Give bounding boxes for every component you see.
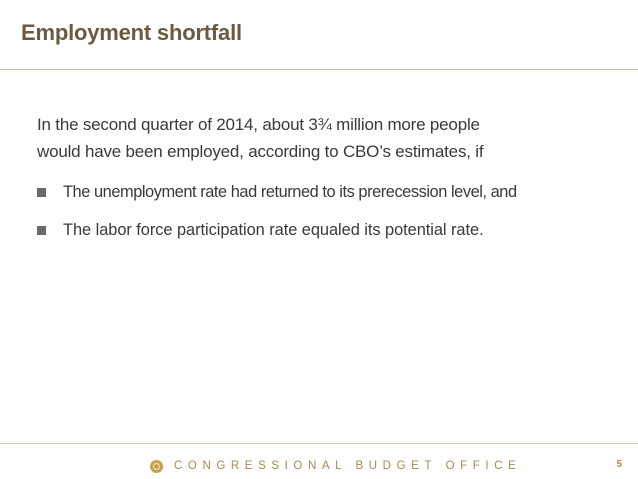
intro-line: In the second quarter of 2014, about 3¾ million more people	[37, 115, 480, 134]
agency-name: CONGRESSIONAL BUDGET OFFICE	[174, 460, 522, 472]
slide-body	[37, 111, 622, 242]
square-bullet-icon	[37, 226, 46, 235]
title-divider	[0, 69, 638, 70]
square-bullet-icon	[37, 188, 46, 197]
slide-title: Employment shortfall	[21, 20, 242, 45]
cbo-seal-icon	[150, 460, 163, 473]
footer-divider	[0, 443, 638, 444]
intro-line: would have been employed, according to CBO’s estimates, if	[37, 142, 484, 161]
footer	[150, 456, 521, 476]
bullet-item	[37, 218, 622, 242]
bullet-text: The labor force participation rate equaled its potential rate.	[63, 221, 484, 239]
page-number: 5	[616, 459, 622, 470]
intro-paragraph	[37, 111, 622, 165]
bullet-item	[37, 180, 622, 204]
bullet-text: The unemployment rate had returned to its prerecession level, and	[63, 183, 517, 201]
